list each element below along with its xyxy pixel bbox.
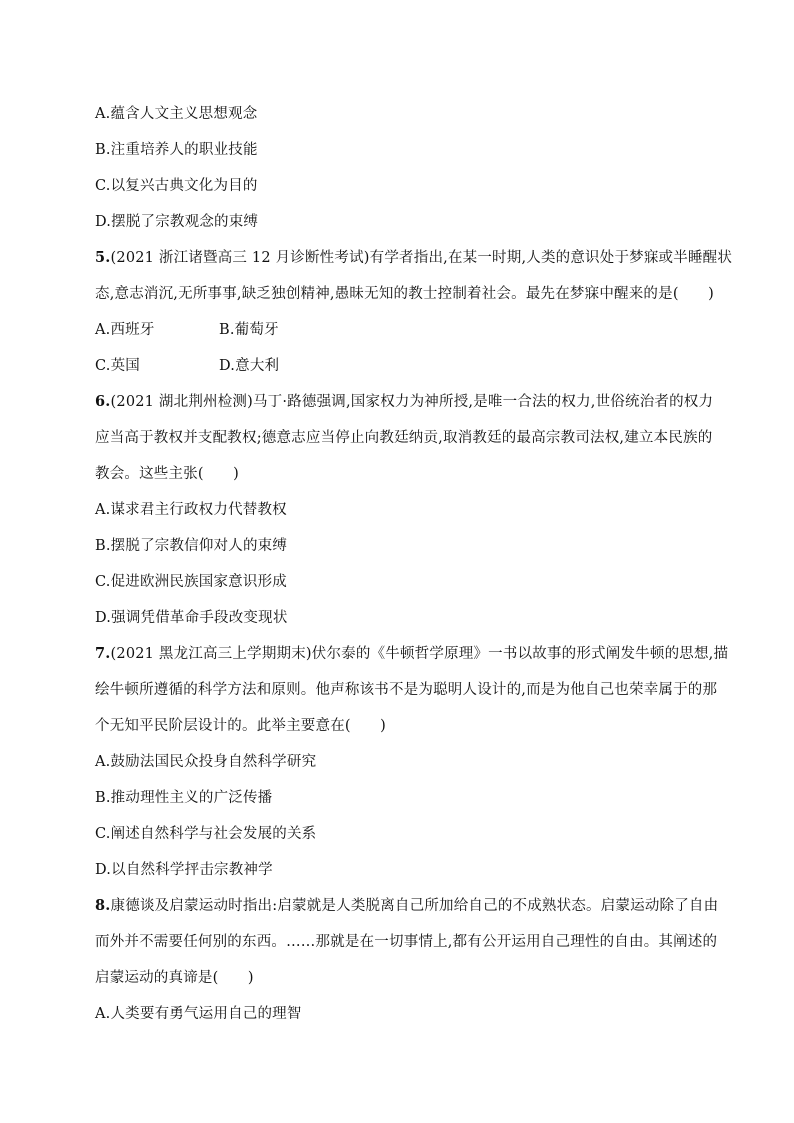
q6-stem-line-2: 应当高于教权并支配教权;德意志应当停止向教廷纳贡,取消教廷的最高宗教司法权,建立本民族的 [95, 430, 713, 446]
q5-stem-line-1 [95, 248, 733, 268]
q7-option-c: C.阐述自然科学与社会发展的关系 [95, 826, 317, 842]
q5-options-row-1 [95, 320, 715, 340]
q8-stem-line-3: 启蒙运动的真谛是( ) [95, 970, 254, 986]
q8-stem-line-2: 而外并不需要任何别的东西。……那就是在一切事情上,都有公开运用自己理性的自由。其阐述的 [95, 934, 718, 950]
q7-option-a: A.鼓励法国民众投身自然科学研究 [95, 754, 317, 770]
q4-option-c: C.以复兴古典文化为目的 [95, 178, 258, 194]
q7-number: 7. [95, 645, 111, 662]
q5-options-row-2 [95, 356, 715, 376]
q6-stem-line-3: 教会。这些主张( ) [95, 466, 240, 482]
q7-stem-line-1 [95, 644, 729, 664]
q5-stem-line-2: 态,意志消沉,无所事事,缺乏独创精神,愚昧无知的教士控制着社会。最先在梦寐中醒来的是( ) [95, 286, 714, 302]
q5-text-1: (2021 浙江诸暨高三 12 月诊断性考试)有学者指出,在某一时期,人类的意识处于梦寐或半睡醒状 [110, 250, 733, 266]
q8-option-a: A.人类要有勇气运用自己的理智 [95, 1006, 302, 1022]
q4-option-b: B.注重培养人的职业技能 [95, 142, 258, 158]
q8-number: 8. [95, 897, 111, 914]
q6-option-c: C.促进欧洲民族国家意识形成 [95, 574, 287, 590]
q6-option-a: A.谋求君主行政权力代替教权 [95, 502, 287, 518]
q5-option-a: A.西班牙 [95, 322, 155, 338]
q5-option-c: C.英国 [95, 358, 140, 374]
q6-option-b: B.摆脱了宗教信仰对人的束缚 [95, 538, 288, 554]
q5-option-b: B.葡萄牙 [219, 322, 279, 338]
q5-number: 5. [95, 249, 111, 266]
q5-option-d: D.意大利 [219, 358, 280, 374]
q7-option-d: D.以自然科学抨击宗教神学 [95, 862, 273, 878]
q8-text-1: 康德谈及启蒙运动时指出:启蒙就是人类脱离自己所加给自己的不成熟状态。启蒙运动除了自由 [110, 898, 719, 914]
q6-option-d: D.强调凭借革命手段改变现状 [95, 610, 288, 626]
q6-stem-line-1 [95, 392, 715, 412]
q6-number: 6. [95, 393, 111, 410]
q7-stem-line-3: 个无知平民阶层设计的。此举主要意在( ) [95, 718, 387, 734]
q4-option-d: D.摆脱了宗教观念的束缚 [95, 214, 259, 230]
q8-stem-line-1 [95, 896, 719, 916]
q7-option-b: B.推动理性主义的广泛传播 [95, 790, 273, 806]
q6-text-1: (2021 湖北荆州检测)马丁·路德强调,国家权力为神所授,是唯一合法的权力,世俗统治者的权力 [110, 394, 714, 410]
q7-text-1: (2021 黑龙江高三上学期期末)伏尔泰的《牛顿哲学原理》一书以故事的形式阐发牛顿的思想,描 [110, 646, 729, 662]
q7-stem-line-2: 绘牛顿所遵循的科学方法和原则。他声称该书不是为聪明人设计的,而是为他自己也荣幸属于的那 [95, 682, 718, 698]
q4-option-a: A.蕴含人文主义思想观念 [95, 106, 258, 122]
